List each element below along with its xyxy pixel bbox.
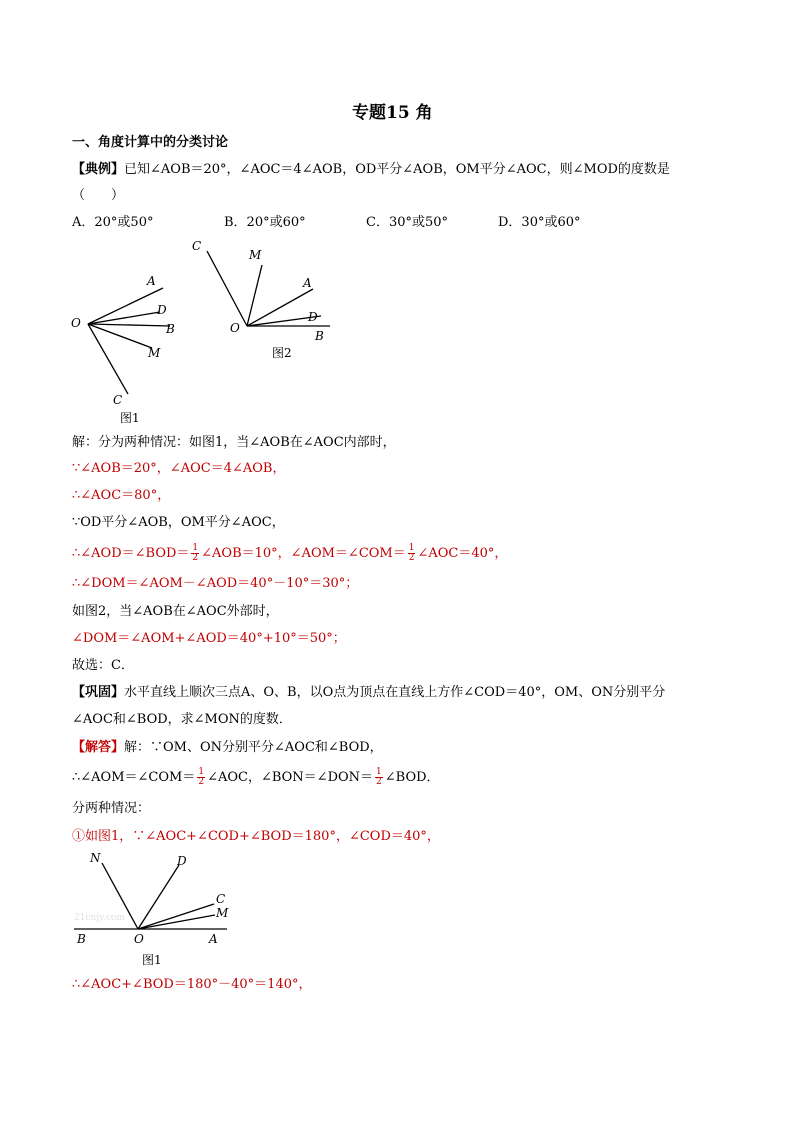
answer-text-1: 解：∵OM、ON分别平分∠AOC和∠BOD， xyxy=(124,740,383,755)
fig2-label-b: B xyxy=(315,329,324,343)
fig2-label-m: M xyxy=(249,248,262,262)
example-line-2: （ ） xyxy=(72,188,125,203)
fraction-denominator: 2 xyxy=(408,553,415,563)
fraction-denominator: 2 xyxy=(376,777,382,787)
solution-l5-part-3: ∠AOC＝40°， xyxy=(417,546,508,561)
solution-line-7: 如图2，当∠AOB在∠AOC外部时， xyxy=(72,604,279,619)
figure-2 xyxy=(185,235,345,360)
solution-line-3: ∴∠AOC＝80°， xyxy=(72,488,171,503)
fig2-label-a: A xyxy=(303,276,312,290)
fig3-label-a: A xyxy=(209,932,218,946)
answer-line-2 xyxy=(72,768,440,787)
fraction-numerator: 1 xyxy=(408,543,415,553)
fig2-label-c: C xyxy=(192,239,202,253)
fig1-label-d: D xyxy=(157,303,167,317)
solution-line-9: 故选：C． xyxy=(72,658,134,673)
fig3-label-m: M xyxy=(216,906,229,920)
figure-1 xyxy=(60,262,190,427)
option-a: A．20°或50° xyxy=(72,215,154,230)
fig2-label-o: O xyxy=(230,321,240,335)
fig1-label-m: M xyxy=(148,346,161,360)
answer-line-1 xyxy=(72,739,383,757)
section-heading: 一、角度计算中的分类讨论 xyxy=(72,135,229,150)
fig3-caption: 图1 xyxy=(142,953,162,967)
fig3-label-o: O xyxy=(134,932,144,946)
solution-line-6: ∴∠DOM＝∠AOM－∠AOD＝40°－10°＝30°； xyxy=(72,576,359,591)
fig1-label-c: C xyxy=(113,393,123,407)
answer-l2-part-3: ∠BOD． xyxy=(384,770,440,785)
fraction-half xyxy=(191,544,199,563)
solution-l5-part-2: ∠AOB＝10°，∠AOM＝∠COM＝ xyxy=(201,546,406,561)
answer-l2-part-2: ∠AOC，∠BON＝∠DON＝ xyxy=(207,770,374,785)
solution-line-5 xyxy=(72,544,507,563)
answer-tag: 【解答】 xyxy=(72,740,125,755)
fig3-label-d: D xyxy=(177,854,187,868)
fraction-half xyxy=(408,544,416,563)
fraction-denominator: 2 xyxy=(198,777,205,787)
solution-line-2: ∵∠AOB＝20°，∠AOC＝4∠AOB， xyxy=(72,461,286,476)
fraction-numerator: 1 xyxy=(376,767,382,777)
fig1-label-a: A xyxy=(147,274,156,288)
watermark: 21cnjy.com xyxy=(74,913,125,923)
consolidate-text-1: 水平直线上顺次三点A、O、B，以O点为顶点在直线上方作∠COD＝40°，OM、ON分别平分 xyxy=(124,685,666,700)
fraction-half xyxy=(197,768,205,787)
answer-l2-part-1: ∴∠AOM＝∠COM＝ xyxy=(72,770,196,785)
fig3-label-c: C xyxy=(216,892,226,906)
fraction-denominator: 2 xyxy=(192,553,199,563)
fig3-label-n: N xyxy=(90,851,101,865)
fig2-label-d: D xyxy=(308,310,318,324)
example-text-1: 已知∠AOB＝20°，∠AOC＝4∠AOB，OD平分∠AOB，OM平分∠AOC，则∠MOD的度数是 xyxy=(124,162,670,177)
solution-line-8: ∠DOM＝∠AOM+∠AOD＝40°+10°＝50°； xyxy=(72,631,346,646)
solution-l5-part-1: ∴∠AOD＝∠BOD＝ xyxy=(72,546,190,561)
fig1-caption: 图1 xyxy=(120,411,140,425)
option-d: D．30°或60° xyxy=(498,215,581,230)
option-c: C．30°或50° xyxy=(366,215,449,230)
fraction-numerator: 1 xyxy=(198,767,205,777)
fraction-numerator: 1 xyxy=(192,543,199,553)
fraction-half xyxy=(375,768,383,787)
consolidate-tag: 【巩固】 xyxy=(72,685,125,700)
solution-line-1: 解：分为两种情况：如图1，当∠AOB在∠AOC内部时， xyxy=(72,435,396,450)
example-line-1 xyxy=(72,161,670,179)
fig1-label-b: B xyxy=(166,322,175,336)
example-tag: 【典例】 xyxy=(72,162,125,177)
answer-line-4: ①如图1，∵∠AOC+∠COD+∠BOD＝180°，∠COD＝40°， xyxy=(72,829,440,844)
option-b: B．20°或60° xyxy=(224,215,306,230)
consolidate-line-1 xyxy=(72,684,665,702)
consolidate-line-2: ∠AOC和∠BOD，求∠MON的度数． xyxy=(72,712,292,727)
answer-line-5: ∴∠AOC+∠BOD＝180°－40°＝140°， xyxy=(72,977,312,992)
fig1-label-o: O xyxy=(71,316,81,330)
figure-3 xyxy=(64,848,244,973)
fig3-label-b: B xyxy=(77,932,86,946)
answer-line-3: 分两种情况： xyxy=(72,801,151,816)
fig2-caption: 图2 xyxy=(272,346,292,360)
solution-line-4: ∵OD平分∠AOB，OM平分∠AOC， xyxy=(72,515,285,530)
page-title: 专题15 角 xyxy=(352,103,433,123)
